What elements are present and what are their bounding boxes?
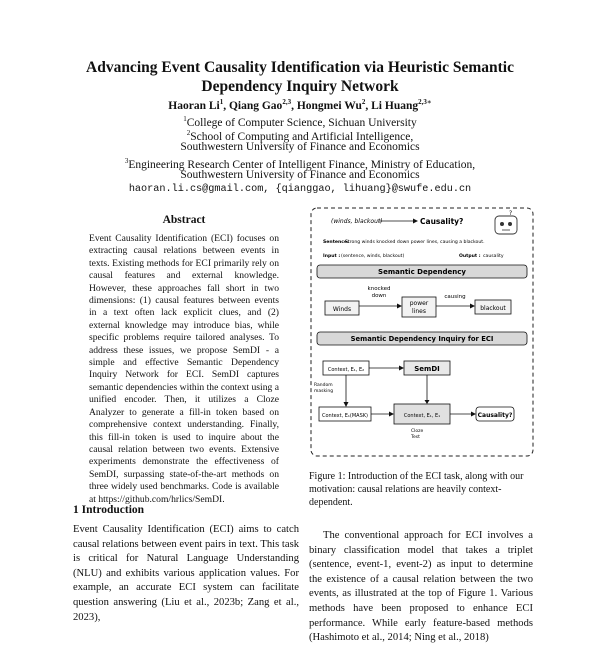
paper-title: Advancing Event Causality Identification via Heuristic Semantic Dependency Inquiry Network [86,59,514,95]
affiliation: $^3$Engineering Research Center of Intelligent Finance, Ministry of Education, [124,157,476,171]
input-text: (sentence, winds, blackout) [341,254,405,259]
arrow-head [413,219,418,224]
node-blackout-label: blackout [480,305,506,312]
affiliation: $^1$College of Computer Science, Sichuan University [183,115,417,129]
output-text: causality [483,254,504,259]
svg-text:?: ? [509,210,513,217]
sentence-text: Strong winds knocked down power lines, causing a blackout. [345,240,485,245]
context-bottom-label: Context, E₁, E₁ [403,413,441,419]
arrow-head [471,412,476,417]
edge-causing: causing [444,294,466,300]
figure-1 [309,206,535,458]
semantic-dependency-title: Semantic Dependency [378,268,466,276]
inquiry-title: Semantic Dependency Inquiry for ECI [350,335,494,343]
arrow-head [389,412,394,417]
email-line: haoran.li.cs@gmail.com, {qianggao, lihuang}@swufe.edu.cn [128,184,472,195]
output-label: Output : [459,254,481,259]
arrow-head [399,366,404,371]
abstract-heading: Abstract [162,214,206,226]
arrow-head [470,304,475,309]
query-causality: Causality? [420,217,464,226]
semdi-label: SemDI [414,365,440,373]
abstract-text: Event Causality Identification (ECI) focuses on extracting causal relations between events in texts. Existing methods for ECI primarily rely on causal features and external knowledge. However, these approaches fall short in two dimensions: (1) causal features between events in a text often lack explicit clues, and (2) external knowledge may introduce bias, while specific problems require tailored analyses. To address these issues, we propose SemDI - a simple and effective Semantic Dependency Inquiry Network for ECI. SemDI captures semantic dependencies within the context using a unified encoder. Then, it utilizes a Cloze Analyzer to generate a fill-in token based on comprehensive context understanding. Finally, this fill-in token is used to inquire about the causal relation between two events. Extensive experiments demonstrate the effectiveness of SemDI, surpassing state-of-the-art methods on three widely used benchmarks. Code is available at https://github.com/hrlics/SemDI. [89,233,279,505]
author: Qiang Gao [228,99,283,112]
edge-knocked: knocked [367,286,391,292]
causality-label: Causality? [477,412,513,419]
author: Li Huang [371,99,419,112]
intro-paragraph: Event Causality Identification (ECI) aims to catch causal relations between event pairs in text. This task is critical for Natural Language Understanding (NLU) and exhibits various application values. For example, an accurate ECI system can facilitate question answering (Liu et al., 2023b; Zang et al., 2023), [73,524,299,623]
node-winds-label: Winds [332,306,352,313]
query-pair: (winds, blackout) [331,218,383,225]
right-paragraph: The conventional approach for ECI involves a binary classification model that takes a triplet (sentence, event-1, event-2) as input to determine the existence of a causal relation between the two events, as illustrated at the top of Figure 1. Various methods have been proposed to enhance ECI performance. While early feature-based methods (Hashimoto et al., 2014; Ning et al., 2018) [309,530,533,644]
author: Hongmei Wu [296,99,362,112]
test-label: Test [411,435,420,440]
context-mask-label: Context, E₁(MASK) [321,413,369,419]
section-heading: 1 Introduction [73,504,145,516]
arrow-head [344,402,349,407]
arrow-head [425,400,430,404]
figure-caption: Figure 1: Introduction of the ECI task, along with our motivation: causal relations are heavily context-dependent. [309,471,524,508]
robot-icon [495,210,517,234]
affiliation: Southwestern University of Finance and Economics [180,141,420,153]
sentence-label: Sentence: [323,240,349,245]
author-list: Haoran Li$^1$, Qiang Gao$^{2,3}$, Hongmei Wu$^2$, Li Huang$^{2,3∗}$ [168,98,432,112]
arrow-head [397,304,402,309]
cloze-label: Cloze [411,429,424,434]
affiliation: $^2$School of Computing and Artificial Intelligence, [186,129,414,143]
edge-down: down [371,293,387,299]
input-label: Input : [323,254,341,259]
affiliation: Southwestern University of Finance and Economics [180,169,420,181]
author: Haoran Li [168,99,220,112]
masking-label: masking [314,389,334,394]
context-top-label: Context, E₁, E₂ [327,367,365,373]
random-label: Random [314,383,333,388]
node-power-label: power [409,300,429,307]
node-lines-label: lines [412,308,426,315]
